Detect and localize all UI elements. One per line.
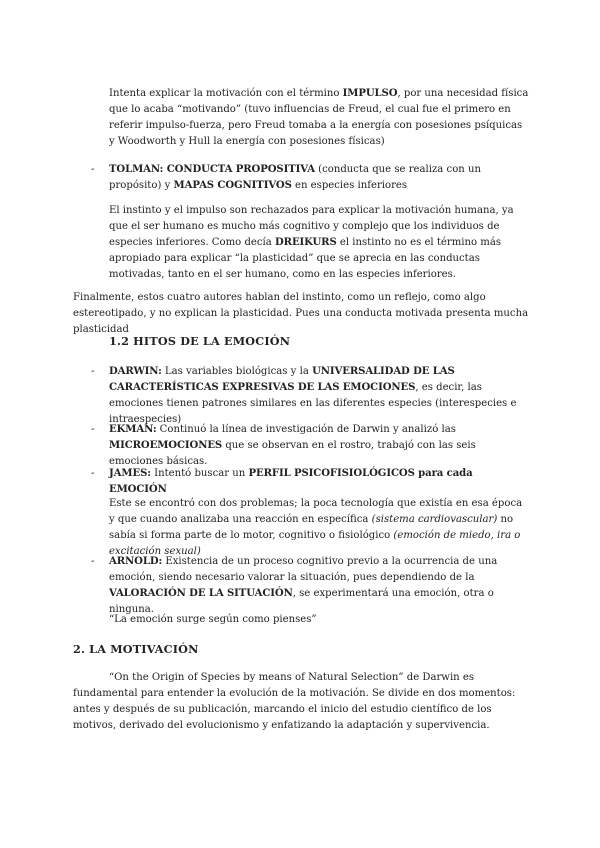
section-heading-motivation: 2. LA MOTIVACIÓN: [73, 642, 199, 656]
james-item: JAMES: Intentó buscar un PERFIL PSICOFISIOLÓGICOS para cada EMOCIÓN: [109, 468, 473, 495]
bullet-dash: -: [91, 555, 95, 567]
origin-paragraph: “On the Origin of Species by means of Natural Selection” de Darwin es fundamental para entender la evolución de la motivación. Se divide en dos momentos: antes y después de su publicación, marcando el inicio del estudio científico de los motivos, derivado del evolucionismo y enfatizando la adaptación y supervivencia.: [73, 672, 516, 731]
bullet-dash: -: [91, 365, 95, 377]
finally-paragraph: Finalmente, estos cuatro autores hablan del instinto, como un reflejo, como algo estereotipado, y no explican la plasticidad. Pues una conducta motivada presenta mucha plasticidad: [73, 292, 529, 335]
tolman-item: TOLMAN: CONDUCTA PROPOSITIVA (conducta que se realiza con un propósito) y MAPAS COGNITIVOS en especies inferiores: [109, 164, 481, 191]
impulso-term: IMPULSO: [342, 88, 398, 99]
intro-paragraph: Intenta explicar la motivación con el término IMPULSO, por una necesidad física que lo acaba “motivando” (tuvo influencias de Freud, el cual fue el primero en referir impulso-fuerza, pero Freud tomaba a la energía con posesiones psíquicas y Woodworth y Hull la energía con posesiones físicas): [109, 88, 529, 147]
bullet-dash: -: [91, 163, 95, 175]
ekman-item: EKMAN: Continuó la línea de investigación de Darwin y analizó las MICROEMOCIONES que se observan en el rostro, trabajó con las seis emociones básicas.: [109, 424, 476, 467]
emotion-quote: “La emoción surge según como pienses”: [109, 614, 317, 625]
darwin-item: DARWIN: Las variables biológicas y la UNIVERSALIDAD DE LAS CARACTERÍSTICAS EXPRESIVAS DE LAS EMOCIONES, es decir, las emociones tienen patrones similares en las diferentes especies (interespecies e intraespecies): [109, 366, 517, 425]
james-detail-paragraph: Este se encontró con dos problemas; la poca tecnología que existía en esa época y que cuando analizaba una reacción en específica (sistema cardiovascular) no sabía si forma parte de lo motor, cognitivo o fisiológico (emoción de miedo, ira o excitación sexual): [109, 498, 523, 557]
arnold-item: ARNOLD: Existencia de un proceso cognitivo previo a la ocurrencia de una emoción, siendo necesario valorar la situación, pues dependiendo de la VALORACIÓN DE LA SITUACIÓN, se experimentará una emoción, otra o ninguna.: [109, 556, 498, 615]
instinct-paragraph: El instinto y el impulso son rechazados para explicar la motivación humana, ya que el ser humano es mucho más cognitivo y complejo que los individuos de especies inferiores. Como decía DREIKURS el instinto no es el término más apropiado para explicar “la plasticidad” que se aprecia en las conductas motivadas, tanto en el ser humano, como en las especies inferiores.: [109, 205, 514, 280]
section-heading-emotion: 1.2 HITOS DE LA EMOCIÓN: [109, 334, 291, 348]
bullet-dash: -: [91, 467, 95, 479]
bullet-dash: -: [91, 423, 95, 435]
